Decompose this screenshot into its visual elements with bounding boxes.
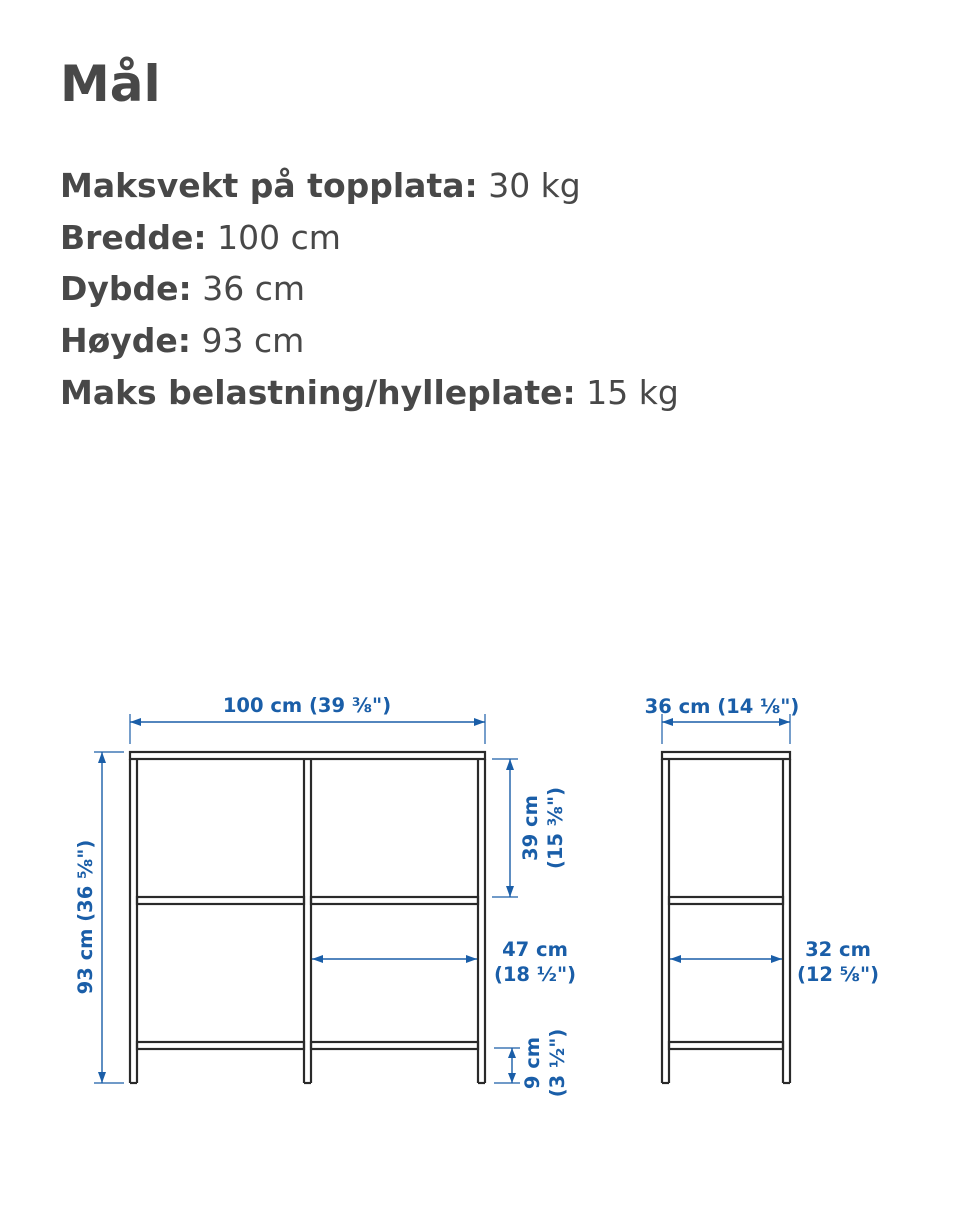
bottom-space-dimension [494,1029,569,1098]
arrow-down-icon [508,1073,516,1083]
spec-value: 30 kg [488,166,581,205]
arrow-up-icon [508,1048,516,1058]
arrow-down-icon [98,1072,106,1083]
arrow-left-icon [130,718,141,726]
front-shelf-mid-left [137,897,304,904]
side-frame [662,752,790,1083]
front-height-label: 93 cm (36 ⅝") [74,839,97,995]
arrow-up-icon [98,752,106,763]
spec-label: Høyde: [60,321,192,361]
inner-depth-label-cm: 32 cm [805,938,871,961]
arrow-right-icon [779,718,790,726]
front-view [74,694,576,1097]
side-top-plate [662,752,790,759]
spec-value: 36 cm [202,269,306,309]
front-shelf-bottom-right [311,1042,478,1049]
front-shelf-bottom-left [137,1042,304,1049]
arrow-left-icon [312,955,323,963]
top-space-label-cm: 39 cm [519,795,542,861]
front-height-dimension [74,752,124,1083]
spec-label: Bredde: [60,217,207,257]
spec-label: Maks belastning/hylleplate: [60,372,576,412]
inner-width-dimension [312,938,576,986]
inner-width-label-cm: 47 cm [502,938,568,961]
inner-depth-label-in: (12 ⅝") [796,963,880,986]
spec-label: Dybde: [60,269,192,309]
arrow-right-icon [771,955,782,963]
spec-label: Maksvekt på topplata: [60,166,478,205]
arrow-down-icon [506,886,514,897]
front-shelf-mid-right [311,897,478,904]
inner-width-label-in: (18 ½") [493,963,577,986]
page-title: Mål [60,55,161,113]
spec-value: 100 cm [217,217,341,257]
side-shelf-bottom [669,1042,783,1049]
arrow-up-icon [506,759,514,770]
side-view [645,695,879,1083]
arrow-left-icon [662,718,673,726]
bottom-space-label-in: (3 ½") [546,1028,569,1098]
bottom-space-label-cm: 9 cm [521,1036,544,1090]
top-space-dimension [492,759,567,897]
arrow-right-icon [466,955,477,963]
side-depth-dimension [645,695,800,744]
top-space-label-in: (15 ⅜") [544,786,567,870]
inner-depth-dimension [670,938,879,986]
front-frame [130,752,485,1083]
front-width-dimension [130,694,485,744]
arrow-left-icon [670,955,681,963]
front-top-plate [130,752,485,759]
side-depth-label: 36 cm (14 ⅛") [644,695,800,718]
front-width-label: 100 cm (39 ⅜") [222,694,392,717]
side-shelf-mid [669,897,783,904]
arrow-right-icon [474,718,485,726]
spec-value: 15 kg [586,372,679,412]
spec-value: 93 cm [201,321,305,361]
